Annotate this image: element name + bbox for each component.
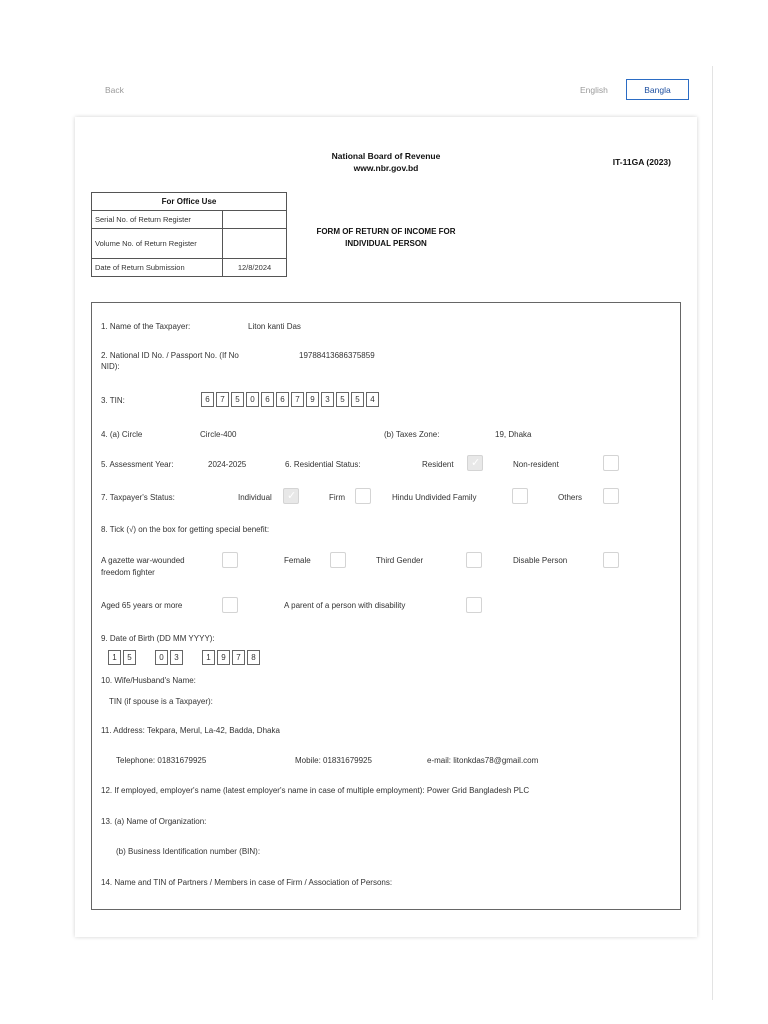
office-row-label: Volume No. of Return Register: [92, 229, 223, 259]
aged-label: Aged 65 years or more: [101, 601, 183, 610]
bangla-language-button[interactable]: Bangla: [626, 79, 689, 100]
bin-label: (b) Business Identification number (BIN):: [116, 847, 261, 856]
nid-value: 19788413686375859: [299, 351, 375, 360]
circle-label: 4. (a) Circle: [101, 430, 143, 439]
form-title-line-1: FORM OF RETURN OF INCOME FOR: [316, 227, 456, 236]
table-row: [92, 211, 287, 229]
taxes-zone-label: (b) Taxes Zone:: [384, 430, 440, 439]
form-title-line-2: INDIVIDUAL PERSON: [345, 239, 427, 248]
partners-label: 14. Name and TIN of Partners / Members in case of Firm / Association of Persons:: [101, 878, 393, 887]
dob-day-digit: 5: [123, 650, 136, 665]
mobile-field: Mobile: 01831679925: [295, 756, 372, 765]
taxpayer-status-label: 7. Taxpayer's Status:: [101, 493, 175, 502]
taxpayer-name-value: Liton kanti Das: [248, 322, 301, 331]
huf-checkbox[interactable]: [512, 488, 528, 504]
female-label: Female: [284, 556, 311, 565]
office-row-value: [223, 229, 287, 259]
third-gender-label: Third Gender: [376, 556, 424, 565]
dob-year-digit: 9: [217, 650, 230, 665]
special-benefit-label: 8. Tick (√) on the box for getting special benefit:: [101, 525, 270, 534]
firm-label: Firm: [329, 493, 345, 502]
dob-day-digit: 1: [108, 650, 121, 665]
tin-digit-box: 6: [276, 392, 289, 407]
disable-person-label: Disable Person: [513, 556, 568, 565]
return-form-page: [75, 117, 697, 937]
table-row: [92, 229, 287, 259]
tin-label: 3. TIN:: [101, 396, 125, 405]
tin-digit-box: 9: [306, 392, 319, 407]
dob-label: 9. Date of Birth (DD MM YYYY):: [101, 634, 215, 643]
scrollbar-track[interactable]: [712, 66, 713, 1000]
tin-digit-box: 3: [321, 392, 334, 407]
gazette-checkbox[interactable]: [222, 552, 238, 568]
tin-digit-box: 5: [336, 392, 349, 407]
parent-disability-checkbox[interactable]: [466, 597, 482, 613]
assessment-year-label: 5. Assessment Year:: [101, 460, 174, 469]
organization-name-label: 13. (a) Name of Organization:: [101, 817, 207, 826]
tin-digit-box: 4: [366, 392, 379, 407]
taxpayer-info-box: [91, 302, 681, 910]
dob-year-digit: 1: [202, 650, 215, 665]
address-field: 11. Address: Tekpara, Merul, La-42, Badda, Dhaka: [101, 726, 280, 735]
nid-label-cont: NID):: [101, 362, 120, 371]
assessment-year-value: 2024-2025: [208, 460, 247, 469]
dob-year-digit: 7: [232, 650, 245, 665]
office-row-value: 12/8/2024: [223, 259, 287, 277]
employer-field: 12. If employed, employer's name (latest employer's name in case of multiple employment): Power Grid Bangladesh PLC: [101, 786, 530, 795]
others-label: Others: [558, 493, 583, 502]
tin-digit-box: 7: [216, 392, 229, 407]
org-website: www.nbr.gov.bd: [353, 163, 419, 173]
parent-disability-label: A parent of a person with disability: [284, 601, 406, 610]
disable-person-checkbox[interactable]: [603, 552, 619, 568]
email-field: e-mail: litonkdas78@gmail.com: [427, 756, 539, 765]
residential-status-label: 6. Residential Status:: [285, 460, 361, 469]
dob-year-digit: 8: [247, 650, 260, 665]
back-link[interactable]: Back: [105, 85, 124, 95]
huf-label: Hindu Undivided Family: [392, 493, 477, 502]
telephone-field: Telephone: 01831679925: [116, 756, 207, 765]
gazette-label-cont: freedom fighter: [101, 568, 155, 577]
office-use-heading: For Office Use: [92, 193, 287, 211]
resident-label: Resident: [422, 460, 454, 469]
others-checkbox[interactable]: [603, 488, 619, 504]
form-code: IT-11GA (2023): [612, 157, 671, 167]
spouse-tin-label: TIN (if spouse is a Taxpayer):: [109, 697, 213, 706]
dob-month-digit: 3: [170, 650, 183, 665]
tin-digit-box: 5: [351, 392, 364, 407]
tin-digit-box: 5: [231, 392, 244, 407]
nonresident-label: Non-resident: [513, 460, 559, 469]
office-row-value: [223, 211, 287, 229]
tin-digit-box: 7: [291, 392, 304, 407]
third-gender-checkbox[interactable]: [466, 552, 482, 568]
org-name: National Board of Revenue: [331, 151, 441, 161]
nid-label: 2. National ID No. / Passport No. (If No: [101, 351, 239, 360]
taxes-zone-value: 19, Dhaka: [495, 430, 532, 439]
form-header: [310, 150, 462, 174]
dob-month-digit: 0: [155, 650, 168, 665]
english-language-toggle[interactable]: English: [580, 85, 608, 95]
individual-checkbox[interactable]: [283, 488, 299, 504]
tin-digit-box: 6: [261, 392, 274, 407]
tin-digit-box: 0: [246, 392, 259, 407]
table-row: [92, 259, 287, 277]
female-checkbox[interactable]: [330, 552, 346, 568]
spouse-name-label: 10. Wife/Husband's Name:: [101, 676, 196, 685]
firm-checkbox[interactable]: [355, 488, 371, 504]
taxpayer-name-label: 1. Name of the Taxpayer:: [101, 322, 191, 331]
resident-checkbox[interactable]: [467, 455, 483, 471]
nonresident-checkbox[interactable]: [603, 455, 619, 471]
form-title: [305, 226, 467, 250]
office-row-label: Date of Return Submission: [92, 259, 223, 277]
office-row-label: Serial No. of Return Register: [92, 211, 223, 229]
office-use-table: [91, 192, 287, 277]
individual-label: Individual: [238, 493, 272, 502]
gazette-label: A gazette war-wounded: [101, 556, 185, 565]
tin-digit-box: 6: [201, 392, 214, 407]
aged-checkbox[interactable]: [222, 597, 238, 613]
circle-value: Circle-400: [200, 430, 237, 439]
